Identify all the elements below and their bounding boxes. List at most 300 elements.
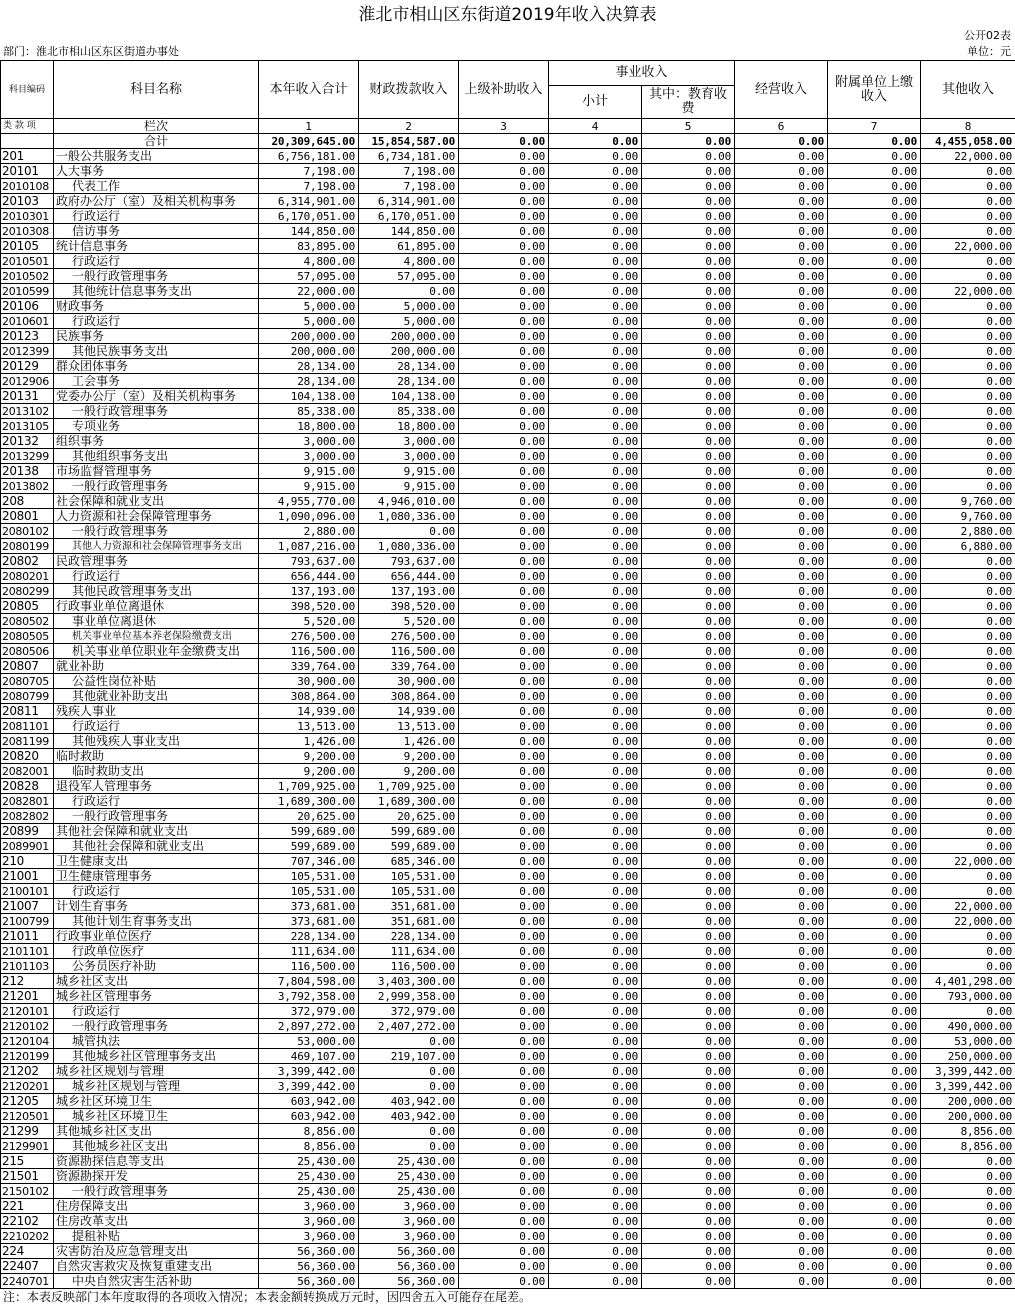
row-fiscal: 104,138.00: [359, 389, 459, 404]
row-code: 224: [1, 1244, 54, 1259]
row-edu: 0.00: [642, 584, 735, 599]
row-name: 行政事业单位离退休: [54, 599, 259, 614]
row-business: 0.00: [549, 1169, 642, 1184]
row-business: 0.00: [549, 644, 642, 659]
row-affiliated: 0.00: [828, 179, 921, 194]
row-superior: 0.00: [459, 269, 549, 284]
row-business: 0.00: [549, 794, 642, 809]
row-total: 53,000.00: [259, 1034, 359, 1049]
row-operating: 0.00: [735, 1109, 828, 1124]
row-name: 市场监督管理事务: [54, 464, 259, 479]
row-other: 0.00: [921, 584, 1015, 599]
row-edu: 0.00: [642, 674, 735, 689]
row-edu: 0.00: [642, 194, 735, 209]
row-code: 2129901: [1, 1139, 54, 1154]
row-total: 22,000.00: [259, 284, 359, 299]
row-fiscal: 9,915.00: [359, 479, 459, 494]
row-other: 0.00: [921, 1259, 1015, 1274]
row-affiliated: 0.00: [828, 1154, 921, 1169]
row-edu: 0.00: [642, 164, 735, 179]
row-fiscal: 9,915.00: [359, 464, 459, 479]
row-code: 20802: [1, 554, 54, 569]
row-operating: 0.00: [735, 929, 828, 944]
row-name: 其他人力资源和社会保障管理事务支出: [54, 539, 259, 554]
row-total: 28,134.00: [259, 359, 359, 374]
row-edu: 0.00: [642, 254, 735, 269]
row-total: 308,864.00: [259, 689, 359, 704]
row-operating: 0.00: [735, 974, 828, 989]
row-name: 提租补贴: [54, 1229, 259, 1244]
header-code: 科目编码: [1, 61, 54, 119]
row-operating: 0.00: [735, 824, 828, 839]
row-affiliated: 0.00: [828, 149, 921, 164]
row-code: 201: [1, 149, 54, 164]
row-other: 0.00: [921, 614, 1015, 629]
row-total: 2,880.00: [259, 524, 359, 539]
row-affiliated: 0.00: [828, 734, 921, 749]
row-fiscal: 3,000.00: [359, 449, 459, 464]
row-edu: 0.00: [642, 149, 735, 164]
row-other: 0.00: [921, 734, 1015, 749]
row-superior: 0.00: [459, 329, 549, 344]
row-operating: 0.00: [735, 419, 828, 434]
row-business: 0.00: [549, 584, 642, 599]
table-row: [1, 1214, 1015, 1229]
table-row: [1, 539, 1015, 554]
row-business: 0.00: [549, 674, 642, 689]
row-total: 200,000.00: [259, 329, 359, 344]
row-superior: 0.00: [459, 494, 549, 509]
table-row: [1, 629, 1015, 644]
row-operating: 0.00: [735, 329, 828, 344]
row-edu: 0.00: [642, 719, 735, 734]
row-total: 9,200.00: [259, 764, 359, 779]
row-business: 0.00: [549, 1154, 642, 1169]
row-name: 行政运行: [54, 314, 259, 329]
row-affiliated: 0.00: [828, 224, 921, 239]
table-row: [1, 329, 1015, 344]
row-fiscal: 398,520.00: [359, 599, 459, 614]
row-business: 0.00: [549, 1019, 642, 1034]
row-name: 临时救助: [54, 749, 259, 764]
row-fiscal: 3,960.00: [359, 1229, 459, 1244]
row-other: 0.00: [921, 1154, 1015, 1169]
row-other: 0.00: [921, 359, 1015, 374]
row-total: 7,198.00: [259, 179, 359, 194]
row-other: 8,856.00: [921, 1139, 1015, 1154]
row-business: 0.00: [549, 1214, 642, 1229]
row-business: 0.00: [549, 1064, 642, 1079]
row-other: 0.00: [921, 929, 1015, 944]
row-code: 21007: [1, 899, 54, 914]
row-name: 其他残疾人事业支出: [54, 734, 259, 749]
row-other: 0.00: [921, 344, 1015, 359]
row-operating: 0.00: [735, 524, 828, 539]
row-edu: 0.00: [642, 434, 735, 449]
row-business: 0.00: [549, 944, 642, 959]
row-operating: 0.00: [735, 809, 828, 824]
row-fiscal: 372,979.00: [359, 1004, 459, 1019]
row-name: 行政运行: [54, 569, 259, 584]
row-total: 7,198.00: [259, 164, 359, 179]
row-operating: 0.00: [735, 1124, 828, 1139]
row-business: 0.00: [549, 299, 642, 314]
row-superior: 0.00: [459, 629, 549, 644]
row-fiscal: 13,513.00: [359, 719, 459, 734]
row-other: 250,000.00: [921, 1049, 1015, 1064]
row-superior: 0.00: [459, 794, 549, 809]
row-affiliated: 0.00: [828, 329, 921, 344]
row-total: 57,095.00: [259, 269, 359, 284]
row-affiliated: 0.00: [828, 1259, 921, 1274]
row-affiliated: 0.00: [828, 539, 921, 554]
row-operating: 0.00: [735, 944, 828, 959]
row-code: 2081101: [1, 719, 54, 734]
row-name: 住房改革支出: [54, 1214, 259, 1229]
row-operating: 0.00: [735, 494, 828, 509]
row-business: 0.00: [549, 464, 642, 479]
column-number: 6: [735, 119, 828, 134]
row-name: 行政运行: [54, 884, 259, 899]
row-business: 0.00: [549, 149, 642, 164]
table-row: [1, 1064, 1015, 1079]
row-operating: 0.00: [735, 209, 828, 224]
row-name: 一般行政管理事务: [54, 1019, 259, 1034]
row-other: 0.00: [921, 659, 1015, 674]
row-total: 144,850.00: [259, 224, 359, 239]
row-code: 20820: [1, 749, 54, 764]
row-total: 8,856.00: [259, 1139, 359, 1154]
row-other: 200,000.00: [921, 1094, 1015, 1109]
row-superior: 0.00: [459, 929, 549, 944]
table-row: [1, 1124, 1015, 1139]
row-code: 20131: [1, 389, 54, 404]
row-code: 2080705: [1, 674, 54, 689]
row-name: 其他统计信息事务支出: [54, 284, 259, 299]
row-name: 其他民政管理事务支出: [54, 584, 259, 599]
row-affiliated: 0.00: [828, 749, 921, 764]
row-business: 0.00: [549, 704, 642, 719]
row-edu: 0.00: [642, 1214, 735, 1229]
row-affiliated: 0.00: [828, 524, 921, 539]
department-label: 部门：淮北市相山区东区街道办事处: [3, 45, 179, 58]
row-other: 0.00: [921, 884, 1015, 899]
row-superior: 0.00: [459, 899, 549, 914]
row-superior: 0.00: [459, 1199, 549, 1214]
row-operating: 0.00: [735, 614, 828, 629]
row-code: 20811: [1, 704, 54, 719]
row-fiscal: 0.00: [359, 1124, 459, 1139]
row-code: 20801: [1, 509, 54, 524]
table-row: [1, 764, 1015, 779]
table-row: [1, 464, 1015, 479]
row-total: 793,637.00: [259, 554, 359, 569]
row-superior: 0.00: [459, 584, 549, 599]
row-affiliated: 0.00: [828, 1139, 921, 1154]
row-superior: 0.00: [459, 344, 549, 359]
row-name: 公益性岗位补贴: [54, 674, 259, 689]
row-other: 0.00: [921, 389, 1015, 404]
row-name: 城乡社区支出: [54, 974, 259, 989]
row-total: 373,681.00: [259, 899, 359, 914]
table-row: [1, 779, 1015, 794]
row-affiliated: 0.00: [828, 239, 921, 254]
row-superior: 0.00: [459, 389, 549, 404]
row-edu: 0.00: [642, 1094, 735, 1109]
table-row: [1, 389, 1015, 404]
row-superior: 0.00: [459, 884, 549, 899]
row-business: 0.00: [549, 254, 642, 269]
row-other: 22,000.00: [921, 284, 1015, 299]
table-row: [1, 299, 1015, 314]
row-operating: 0.00: [735, 749, 828, 764]
row-edu: 0.00: [642, 329, 735, 344]
summary-business: 0.00: [549, 134, 642, 149]
row-business: 0.00: [549, 764, 642, 779]
table-row: [1, 239, 1015, 254]
row-business: 0.00: [549, 899, 642, 914]
row-edu: 0.00: [642, 989, 735, 1004]
row-edu: 0.00: [642, 854, 735, 869]
row-operating: 0.00: [735, 869, 828, 884]
row-code: 2080799: [1, 689, 54, 704]
row-total: 3,960.00: [259, 1229, 359, 1244]
row-operating: 0.00: [735, 599, 828, 614]
row-edu: 0.00: [642, 1229, 735, 1244]
row-business: 0.00: [549, 1259, 642, 1274]
row-other: 0.00: [921, 1229, 1015, 1244]
table-row: [1, 1184, 1015, 1199]
row-name: 一般行政管理事务: [54, 1184, 259, 1199]
row-code: 20106: [1, 299, 54, 314]
row-business: 0.00: [549, 359, 642, 374]
row-total: 25,430.00: [259, 1154, 359, 1169]
row-business: 0.00: [549, 1139, 642, 1154]
table-row: [1, 374, 1015, 389]
row-operating: 0.00: [735, 674, 828, 689]
row-name: 行政事业单位医疗: [54, 929, 259, 944]
row-name: 一般行政管理事务: [54, 269, 259, 284]
column-number: 3: [459, 119, 549, 134]
row-operating: 0.00: [735, 374, 828, 389]
row-other: 0.00: [921, 374, 1015, 389]
row-affiliated: 0.00: [828, 629, 921, 644]
row-name: 民政管理事务: [54, 554, 259, 569]
row-name: 其他社会保障和就业支出: [54, 839, 259, 854]
row-affiliated: 0.00: [828, 944, 921, 959]
row-fiscal: 339,764.00: [359, 659, 459, 674]
row-operating: 0.00: [735, 284, 828, 299]
row-affiliated: 0.00: [828, 494, 921, 509]
row-superior: 0.00: [459, 1139, 549, 1154]
row-edu: 0.00: [642, 359, 735, 374]
row-name: 工会事务: [54, 374, 259, 389]
header-superior: 上级补助收入: [459, 61, 549, 119]
row-edu: 0.00: [642, 1199, 735, 1214]
table-row: [1, 224, 1015, 239]
row-superior: 0.00: [459, 839, 549, 854]
table-row: [1, 1019, 1015, 1034]
row-edu: 0.00: [642, 809, 735, 824]
column-number: 5: [642, 119, 735, 134]
row-code: 2082801: [1, 794, 54, 809]
row-other: 0.00: [921, 629, 1015, 644]
row-edu: 0.00: [642, 239, 735, 254]
row-code: 2120102: [1, 1019, 54, 1034]
row-superior: 0.00: [459, 734, 549, 749]
row-fiscal: 200,000.00: [359, 329, 459, 344]
row-code: 21201: [1, 989, 54, 1004]
row-superior: 0.00: [459, 674, 549, 689]
summary-operating: 0.00: [735, 134, 828, 149]
row-total: 373,681.00: [259, 914, 359, 929]
row-other: 0.00: [921, 1274, 1015, 1289]
row-name: 中央自然灾害生活补助: [54, 1274, 259, 1289]
row-affiliated: 0.00: [828, 659, 921, 674]
table-row: [1, 734, 1015, 749]
row-superior: 0.00: [459, 1004, 549, 1019]
row-edu: 0.00: [642, 479, 735, 494]
row-name: 人大事务: [54, 164, 259, 179]
table-row: [1, 284, 1015, 299]
row-name: 资源勘探开发: [54, 1169, 259, 1184]
row-affiliated: 0.00: [828, 254, 921, 269]
table-row: [1, 1049, 1015, 1064]
row-other: 0.00: [921, 764, 1015, 779]
row-code: 2010502: [1, 269, 54, 284]
row-operating: 0.00: [735, 644, 828, 659]
row-code: 20132: [1, 434, 54, 449]
row-business: 0.00: [549, 809, 642, 824]
row-operating: 0.00: [735, 1199, 828, 1214]
row-operating: 0.00: [735, 1214, 828, 1229]
row-code: 2013802: [1, 479, 54, 494]
row-business: 0.00: [549, 779, 642, 794]
row-business: 0.00: [549, 389, 642, 404]
table-row: [1, 809, 1015, 824]
row-fiscal: 351,681.00: [359, 899, 459, 914]
row-code: 2010108: [1, 179, 54, 194]
row-superior: 0.00: [459, 164, 549, 179]
row-code: 2013102: [1, 404, 54, 419]
row-fiscal: 219,107.00: [359, 1049, 459, 1064]
row-other: 0.00: [921, 869, 1015, 884]
row-code: 20807: [1, 659, 54, 674]
row-other: 0.00: [921, 779, 1015, 794]
row-business: 0.00: [549, 224, 642, 239]
row-edu: 0.00: [642, 959, 735, 974]
row-other: 4,401,298.00: [921, 974, 1015, 989]
row-total: 1,426.00: [259, 734, 359, 749]
unit-label: 单位：元: [967, 45, 1011, 58]
row-operating: 0.00: [735, 884, 828, 899]
row-total: 603,942.00: [259, 1109, 359, 1124]
row-affiliated: 0.00: [828, 824, 921, 839]
row-name: 社会保障和就业支出: [54, 494, 259, 509]
row-superior: 0.00: [459, 509, 549, 524]
row-affiliated: 0.00: [828, 794, 921, 809]
row-edu: 0.00: [642, 389, 735, 404]
row-affiliated: 0.00: [828, 1064, 921, 1079]
row-code: 20105: [1, 239, 54, 254]
row-superior: 0.00: [459, 779, 549, 794]
row-other: 0.00: [921, 464, 1015, 479]
row-total: 104,138.00: [259, 389, 359, 404]
row-code: 20899: [1, 824, 54, 839]
row-name: 民族事务: [54, 329, 259, 344]
row-affiliated: 0.00: [828, 644, 921, 659]
row-code: 2210202: [1, 1229, 54, 1244]
row-name: 自然灾害救灾及恢复重建支出: [54, 1259, 259, 1274]
row-code: 2013299: [1, 449, 54, 464]
row-total: 398,520.00: [259, 599, 359, 614]
row-total: 3,000.00: [259, 434, 359, 449]
row-name: 行政单位医疗: [54, 944, 259, 959]
row-operating: 0.00: [735, 404, 828, 419]
row-superior: 0.00: [459, 1154, 549, 1169]
table-row: [1, 614, 1015, 629]
row-fiscal: 0.00: [359, 1064, 459, 1079]
row-operating: 0.00: [735, 449, 828, 464]
row-fiscal: 685,346.00: [359, 854, 459, 869]
table-row: [1, 974, 1015, 989]
row-other: 0.00: [921, 419, 1015, 434]
row-superior: 0.00: [459, 1274, 549, 1289]
row-operating: 0.00: [735, 1154, 828, 1169]
header-fiscal: 财政拨款收入: [359, 61, 459, 119]
row-edu: 0.00: [642, 614, 735, 629]
row-other: 8,856.00: [921, 1124, 1015, 1139]
row-superior: 0.00: [459, 224, 549, 239]
row-name: 残疾人事业: [54, 704, 259, 719]
row-superior: 0.00: [459, 449, 549, 464]
row-affiliated: 0.00: [828, 374, 921, 389]
row-edu: 0.00: [642, 839, 735, 854]
row-affiliated: 0.00: [828, 959, 921, 974]
row-edu: 0.00: [642, 1079, 735, 1094]
row-superior: 0.00: [459, 1109, 549, 1124]
row-business: 0.00: [549, 539, 642, 554]
row-total: 20,625.00: [259, 809, 359, 824]
row-operating: 0.00: [735, 1184, 828, 1199]
row-fiscal: 25,430.00: [359, 1169, 459, 1184]
row-affiliated: 0.00: [828, 974, 921, 989]
row-edu: 0.00: [642, 1004, 735, 1019]
row-affiliated: 0.00: [828, 704, 921, 719]
row-operating: 0.00: [735, 149, 828, 164]
row-name: 临时救助支出: [54, 764, 259, 779]
row-affiliated: 0.00: [828, 1094, 921, 1109]
header-other: 其他收入: [921, 61, 1015, 119]
row-edu: 0.00: [642, 659, 735, 674]
row-edu: 0.00: [642, 554, 735, 569]
code-sub-header: 类 款 项: [1, 119, 54, 134]
row-operating: 0.00: [735, 254, 828, 269]
footnote: 注：本表反映部门本年度取得的各项收入情况；本表金额转换成万元时，因四舍五入可能存在尾差。: [3, 1290, 532, 1304]
row-affiliated: 0.00: [828, 1004, 921, 1019]
row-operating: 0.00: [735, 224, 828, 239]
row-edu: 0.00: [642, 1154, 735, 1169]
row-operating: 0.00: [735, 794, 828, 809]
row-code: 208: [1, 494, 54, 509]
row-other: 22,000.00: [921, 239, 1015, 254]
row-edu: 0.00: [642, 419, 735, 434]
row-operating: 0.00: [735, 164, 828, 179]
row-total: 1,709,925.00: [259, 779, 359, 794]
row-other: 3,399,442.00: [921, 1064, 1015, 1079]
header-name: 科目名称: [54, 61, 259, 119]
summary-total: 20,309,645.00: [259, 134, 359, 149]
